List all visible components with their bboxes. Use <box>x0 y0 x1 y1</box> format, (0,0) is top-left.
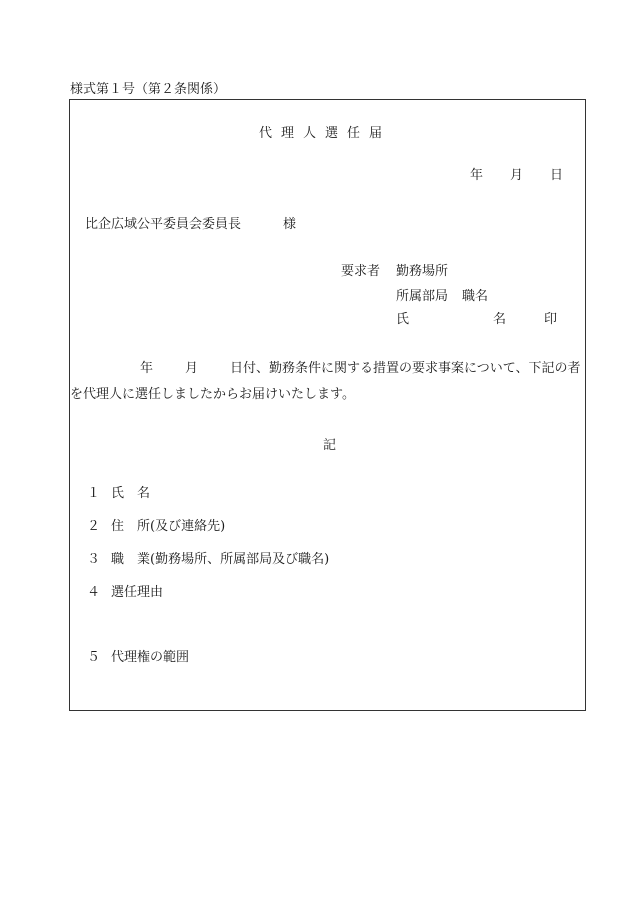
item-label: 住 所(及び連絡先) <box>111 519 226 534</box>
list-item <box>87 487 150 500</box>
body-text-line-2: を代理人に選任しましたからお届けいたします。 <box>70 387 355 402</box>
form-border <box>69 99 586 711</box>
list-item <box>87 586 163 599</box>
requester-seal-mark: 印 <box>544 312 558 327</box>
date-year-label: 年 <box>470 168 484 183</box>
requester-name-shi: 氏 <box>396 312 410 327</box>
requester-name-mei: 名 <box>493 312 507 327</box>
item-label: 職 業(勤務場所、所属部局及び職名) <box>111 552 330 567</box>
list-item <box>87 651 189 664</box>
recipient-honorific: 様 <box>283 217 297 232</box>
body-month-label: 月 <box>185 361 199 376</box>
item-label: 選任理由 <box>111 585 164 600</box>
requester-department-label: 所属部局 <box>396 289 449 304</box>
item-label: 氏 名 <box>111 486 151 501</box>
item-number: １ <box>87 486 101 501</box>
item-number: ４ <box>87 585 101 600</box>
form-title: 代理人選任届 <box>259 126 392 141</box>
item-number: ３ <box>87 552 101 567</box>
body-year-label: 年 <box>140 361 154 376</box>
date-fields <box>470 169 563 182</box>
requester-job-title-label: 職名 <box>462 289 489 304</box>
date-day-label: 日 <box>550 168 564 183</box>
list-item <box>87 520 225 533</box>
item-number: ２ <box>87 519 101 534</box>
item-number: ５ <box>87 650 101 665</box>
date-month-label: 月 <box>510 168 524 183</box>
requester-label: 要求者 <box>341 264 381 279</box>
body-text-line-1 <box>70 362 580 375</box>
recipient-name: 比企広域公平委員会委員長 <box>85 217 242 232</box>
requester-workplace-label: 勤務場所 <box>396 264 449 279</box>
list-item <box>87 553 329 566</box>
recipient-line <box>85 218 296 231</box>
item-label: 代理権の範囲 <box>111 650 190 665</box>
body-text-rest: 日付、勤務条件に関する措置の要求事案について、下記の者 <box>230 361 581 376</box>
form-number-label: 様式第１号（第２条関係） <box>70 82 227 97</box>
ki-heading: 記 <box>323 438 337 453</box>
